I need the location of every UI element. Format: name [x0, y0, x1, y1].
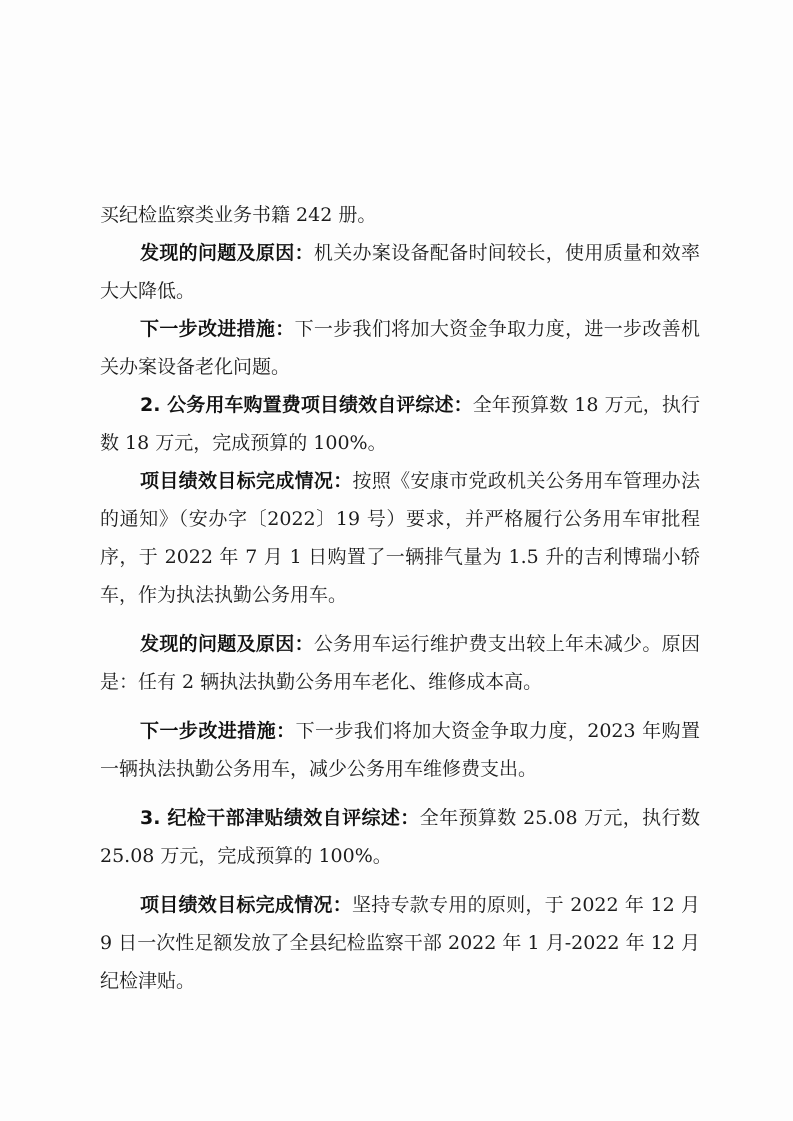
paragraph-vehicle-goal: [100, 462, 700, 614]
paragraph-text: 下一步我们将加大资金争取力度，进一步改善机关办案设备老化问题。: [100, 318, 700, 378]
paragraph-lead: 发现的问题及原因：: [140, 242, 314, 264]
paragraph-lead: 2. 公务用车购置费项目绩效自评综述：: [140, 394, 473, 416]
document-body: [100, 196, 700, 1000]
paragraph-problem-cause-2: [100, 625, 700, 701]
paragraph-text: 坚持专款专用的原则，于 2022 年 12 月 9 日一次性足额发放了全县纪检监察干部 2022 年 1 月-2022 年 12 月纪检津贴。: [100, 894, 700, 992]
paragraph-text: 买纪检监察类业务书籍 242 册。: [100, 204, 377, 226]
paragraph-text: 按照《安康市党政机关公务用车管理办法的通知》（安办字〔2022〕19 号）要求，并严格履行公务用车审批程序，于 2022 年 7 月 1 日购置了一辆排气量为 1.5 升的吉利博瑞小轿车，作为执法执勤公务用车。: [100, 470, 700, 606]
paragraph-improvement-1: [100, 310, 700, 386]
paragraph-text: 全年预算数 25.08 万元，执行数 25.08 万元，完成预算的 100%。: [100, 807, 700, 867]
paragraph-text: 机关办案设备配备时间较长，使用质量和效率大大降低。: [100, 242, 700, 302]
paragraph-lead: 下一步改进措施：: [140, 720, 296, 742]
paragraph-lead: 项目绩效目标完成情况：: [140, 894, 352, 916]
paragraph-allowance-summary: [100, 799, 700, 875]
paragraph-vehicle-summary: [100, 386, 700, 462]
paragraph-text: 公务用车运行维护费支出较上年未减少。原因是：任有 2 辆执法执勤公务用车老化、维修成本高。: [100, 633, 700, 693]
paragraph-text: 下一步我们将加大资金争取力度，2023 年购置一辆执法执勤公务用车，减少公务用车维修费支出。: [100, 720, 700, 780]
paragraph-lead: 项目绩效目标完成情况：: [140, 470, 353, 492]
paragraph-text: 全年预算数 18 万元，执行数 18 万元，完成预算的 100%。: [100, 394, 700, 454]
paragraph-allowance-goal: [100, 886, 700, 1000]
paragraph-problem-cause-1: [100, 234, 700, 310]
paragraph-lead: 3. 纪检干部津贴绩效自评综述：: [140, 807, 420, 829]
paragraph-improvement-2: [100, 712, 700, 788]
paragraph-books-continued: [100, 196, 700, 234]
paragraph-lead: 下一步改进措施：: [140, 318, 295, 340]
paragraph-lead: 发现的问题及原因：: [140, 633, 314, 655]
